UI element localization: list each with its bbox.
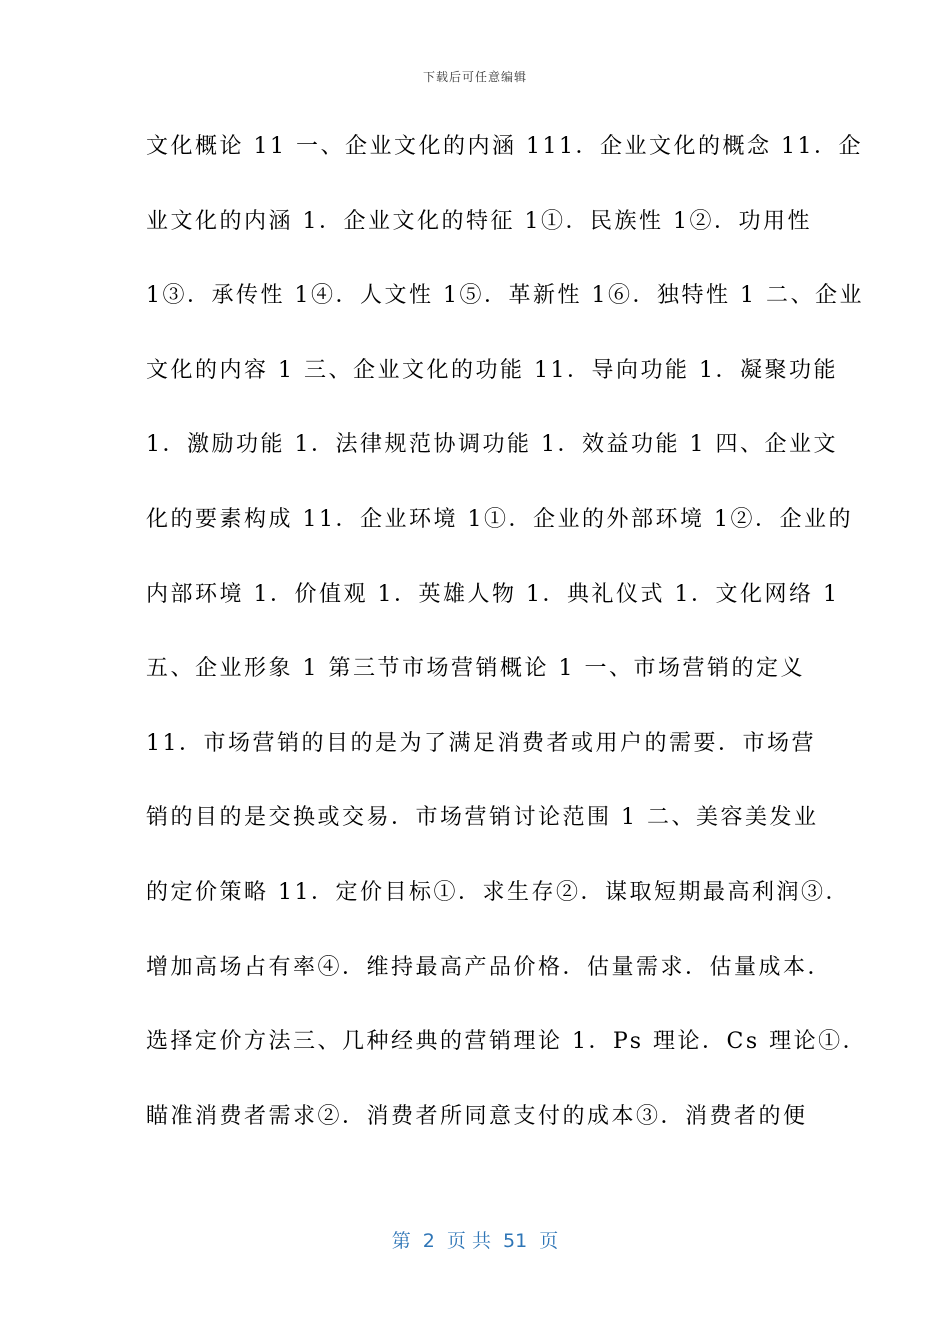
body-line: 选择定价方法三、几种经典的营销理论 1．Ps 理论．Cs 理论①． — [146, 1029, 868, 1055]
body-line: 销的目的是交换或交易．市场营销讨论范围 1 二、美容美发业 — [146, 805, 819, 831]
body-line: 1③．承传性 1④．人文性 1⑤．革新性 1⑥．独特性 1 二、企业 — [146, 283, 864, 309]
body-line: 瞄准消费者需求②．消费者所同意支付的成本③．消费者的便 — [146, 1103, 808, 1129]
body-line: 文化的内容 1 三、企业文化的功能 11．导向功能 1．凝聚功能 — [146, 357, 838, 383]
body-line: 文化概论 11 一、企业文化的内涵 111．企业文化的概念 11．企 — [146, 134, 863, 159]
body-line: 11．市场营销的目的是为了满足消费者或用户的需要．市场营 — [146, 730, 816, 756]
body-line: 1．激励功能 1．法律规范协调功能 1．效益功能 1 四、企业文 — [146, 432, 838, 458]
page-number-footer: 第 2 页 共 51 页 — [391, 1230, 559, 1252]
body-line: 内部环境 1．价值观 1．英雄人物 1．典礼仪式 1．文化网络 1 — [146, 581, 840, 607]
body-line: 五、企业形象 1 第三节市场营销概论 1 一、市场营销的定义 — [146, 656, 805, 682]
page-header-note: 下载后可任意编辑 — [422, 70, 527, 84]
body-line: 增加高场占有率④．维持最高产品价格．估量需求．估量成本． — [146, 954, 833, 980]
body-line: 的定价策略 11．定价目标①．求生存②．谋取短期最高利润③． — [146, 879, 850, 905]
body-line: 化的要素构成 11．企业环境 1①．企业的外部环境 1②．企业的 — [146, 506, 853, 532]
body-line: 业文化的内涵 1．企业文化的特征 1①．民族性 1②．功用性 — [146, 208, 812, 234]
body-text — [146, 110, 868, 1154]
